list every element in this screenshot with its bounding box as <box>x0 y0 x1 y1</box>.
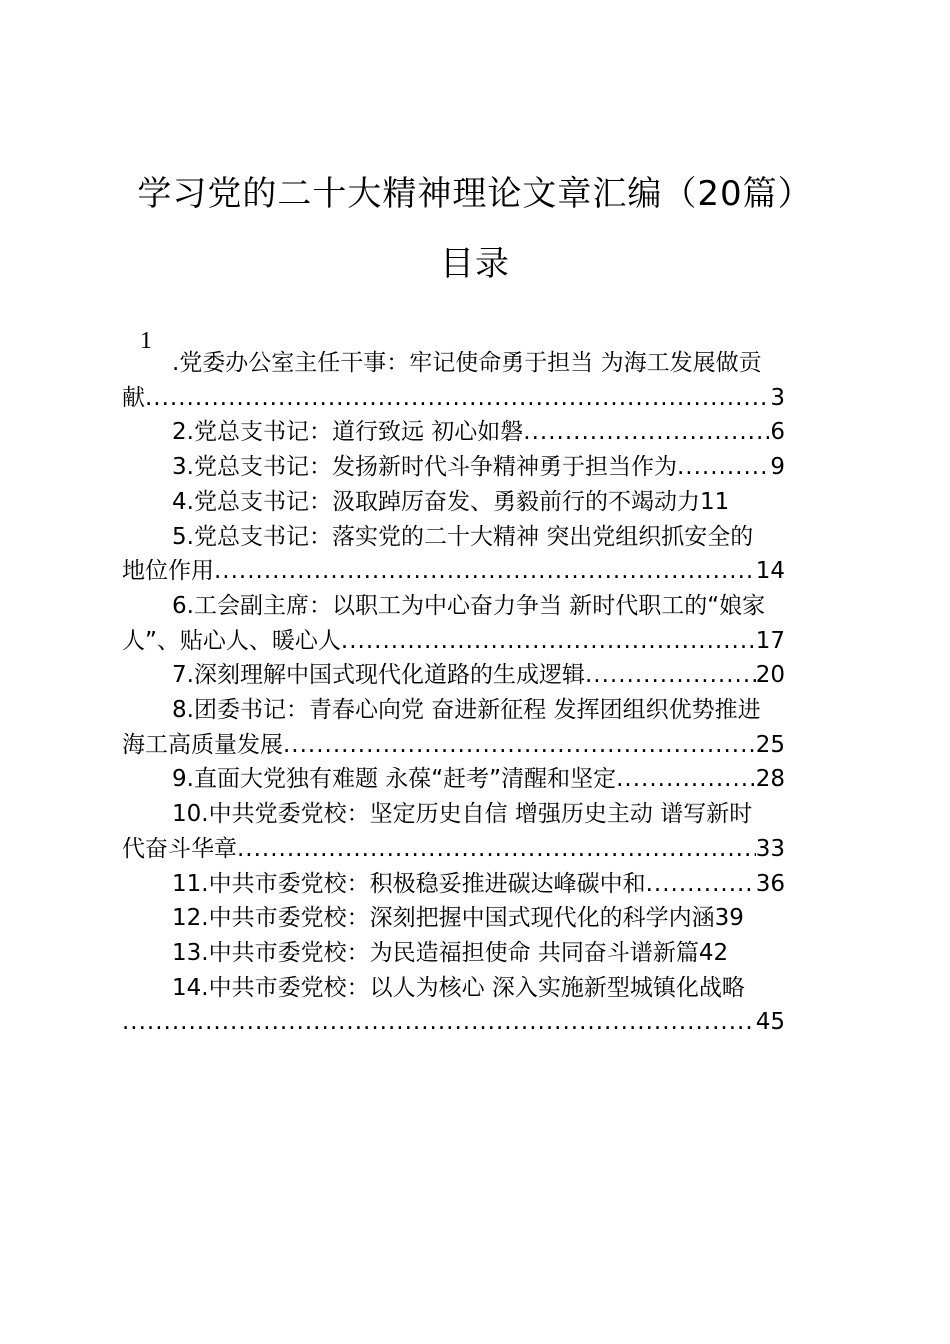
dot-leader <box>122 1005 756 1039</box>
dot-leader <box>145 381 770 415</box>
toc-entry-title: 4.党总支书记：汲取踔厉奋发、勇毅前行的不竭动力 <box>172 488 700 515</box>
toc-entry-title-continued: 代奋斗华章 <box>122 835 237 862</box>
toc-entry-line[interactable] <box>122 381 785 415</box>
toc-entry-line[interactable] <box>122 554 785 588</box>
toc-entry-title: 12.中共市委党校：深刻把握中国式现代化的科学内涵 <box>172 905 715 932</box>
toc-page-number: 3 <box>770 384 785 411</box>
toc-page-number: 28 <box>755 766 785 793</box>
dot-leader <box>523 415 770 449</box>
toc-entry-line[interactable] <box>172 485 785 519</box>
toc-page-number: 36 <box>755 870 785 897</box>
toc-entry-title: 11.中共市委党校：积极稳妥推进碳达峰碳中和 <box>172 870 646 897</box>
toc-page-number: 14 <box>755 558 785 585</box>
dot-leader <box>646 867 756 901</box>
toc-page-number: 25 <box>755 731 785 758</box>
toc-entry-line[interactable] <box>172 693 852 727</box>
toc-entry-line[interactable] <box>172 867 785 901</box>
toc-entry-line[interactable] <box>172 658 785 692</box>
toc-entry-title-continued: 人”、贴心人、暖心人 <box>122 627 341 654</box>
dot-leader <box>237 832 756 866</box>
toc-entry-title-continued: 献 <box>122 384 145 411</box>
toc-entry-line[interactable] <box>122 728 785 762</box>
document-title: 学习党的二十大精神理论文章汇编（20篇） <box>137 174 813 214</box>
toc-entry-line[interactable] <box>172 901 785 935</box>
toc-page-number: 39 <box>714 905 744 932</box>
toc-entry-title: .党委办公室主任干事：牢记使命勇于担当 为海工发展做贡 <box>172 350 762 376</box>
toc-page-number: 45 <box>755 1009 785 1036</box>
toc-entry-title: 10.中共党委党校：坚定历史自信 增强历史主动 谱写新时 <box>172 801 753 828</box>
dot-leader <box>585 658 756 692</box>
first-entry-number: 1 <box>140 328 152 354</box>
toc-page-number: 6 <box>770 419 785 446</box>
toc-entry-line[interactable] <box>172 971 852 1005</box>
toc-entry-title: 14.中共市委党校：以人为核心 深入实施新型城镇化战略 <box>172 974 745 1001</box>
dot-leader <box>677 450 770 484</box>
dot-leader <box>214 554 756 588</box>
toc-page-number: 33 <box>755 835 785 862</box>
dot-leader <box>616 762 756 796</box>
toc-entry-line[interactable] <box>172 589 852 623</box>
toc-entry-title: 8.团委书记：青春心向党 奋进新征程 发挥团组织优势推进 <box>172 697 761 723</box>
toc-entry-title: 7.深刻理解中国式现代化道路的生成逻辑 <box>172 662 585 689</box>
toc-entry-line[interactable] <box>172 415 785 449</box>
toc-page-number: 17 <box>755 627 785 654</box>
toc-entry-line[interactable] <box>122 624 785 658</box>
toc-entry-title-continued: 地位作用 <box>122 558 214 585</box>
toc-entry-title: 6.工会副主席：以职工为中心奋力争当 新时代职工的“娘家 <box>172 592 766 619</box>
toc-page-number: 9 <box>770 454 785 481</box>
toc-entry-line[interactable] <box>122 832 785 866</box>
toc-entry-line[interactable] <box>172 936 785 970</box>
toc-entry-title: 3.党总支书记：发扬新时代斗争精神勇于担当作为 <box>172 454 677 481</box>
toc-heading: 目录 <box>440 244 510 284</box>
toc-entry-title: 9.直面大党独有难题 永葆“赶考”清醒和坚定 <box>172 766 617 793</box>
toc-entry-title-continued: 海工高质量发展 <box>122 731 283 758</box>
toc-entry-title: 2.党总支书记：道行致远 初心如磐 <box>172 419 524 446</box>
toc-entry-line[interactable] <box>172 450 785 484</box>
toc-entry-title: 13.中共市委党校：为民造福担使命 共同奋斗谱新篇 <box>172 939 699 966</box>
toc-entry-line[interactable] <box>172 346 852 380</box>
toc-page-number: 20 <box>755 662 785 689</box>
dot-leader <box>283 728 756 762</box>
toc-entry-line[interactable] <box>172 762 785 796</box>
toc-entry-title: 5.党总支书记：落实党的二十大精神 突出党组织抓安全的 <box>172 523 754 550</box>
toc-entry-line[interactable] <box>122 1005 785 1039</box>
toc-page-number: 11 <box>699 488 730 515</box>
dot-leader <box>341 624 756 658</box>
toc-entry-line[interactable] <box>172 797 852 831</box>
toc-page-number: 42 <box>698 939 729 966</box>
toc-entry-line[interactable] <box>172 520 852 554</box>
